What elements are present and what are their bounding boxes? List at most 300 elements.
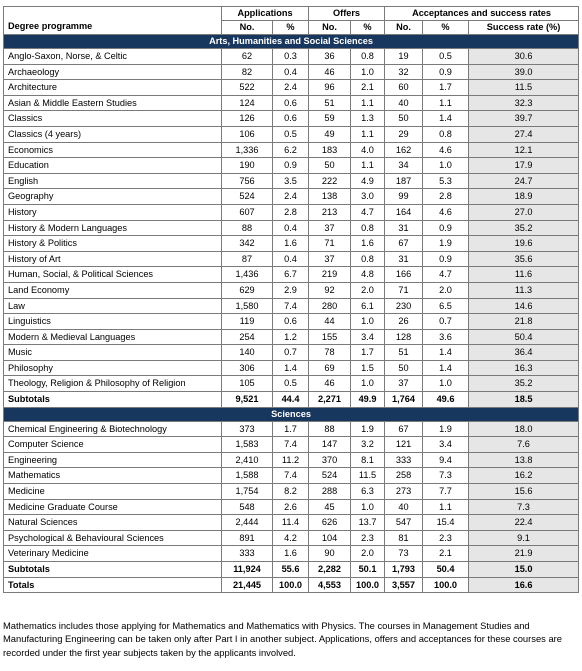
offers-no-cell: 49 <box>309 126 351 142</box>
applications-no-cell: 105 <box>222 376 273 392</box>
applications-pct-cell: 0.3 <box>273 49 309 65</box>
applications-pct-cell: 6.7 <box>273 267 309 283</box>
table-row <box>4 251 579 267</box>
acceptances-pct-cell: 1.7 <box>423 80 469 96</box>
acceptances-pct-cell: 4.6 <box>423 142 469 158</box>
acceptances-pct-cell: 1.4 <box>423 360 469 376</box>
table-row <box>4 546 579 562</box>
offers-header: Offers <box>309 7 385 21</box>
applications-pct-cell: 0.4 <box>273 220 309 236</box>
degree-name-cell: Music <box>4 345 222 361</box>
degree-name-cell: Economics <box>4 142 222 158</box>
success-rate-cell: 17.9 <box>469 158 579 174</box>
table-row <box>4 329 579 345</box>
acceptances-no-cell: 162 <box>385 142 423 158</box>
degree-name-cell: Chemical Engineering & Biotechnology <box>4 421 222 437</box>
applications-no-cell: 333 <box>222 546 273 562</box>
offers-pct-cell: 4.7 <box>351 204 385 220</box>
offers-pct-cell: 1.0 <box>351 64 385 80</box>
success-rate-cell: 16.3 <box>469 360 579 376</box>
applications-pct-cell: 0.5 <box>273 376 309 392</box>
table-row <box>4 267 579 283</box>
acceptances-no-cell: 37 <box>385 376 423 392</box>
acceptances-pct-cell: 6.5 <box>423 298 469 314</box>
success-rate-header: Success rate (%) <box>469 21 579 35</box>
acceptances-pct-cell: 50.4 <box>423 562 469 578</box>
acceptances-no-cell: 547 <box>385 515 423 531</box>
acceptances-no-cell: 73 <box>385 546 423 562</box>
applications-no-cell: 629 <box>222 282 273 298</box>
applications-no-cell: 62 <box>222 49 273 65</box>
offers-no-cell: 45 <box>309 499 351 515</box>
table-row <box>4 484 579 500</box>
applications-pct-cell: 8.2 <box>273 484 309 500</box>
offers-pct-cell: 2.1 <box>351 80 385 96</box>
offers-no-cell: 88 <box>309 421 351 437</box>
offers-pct-cell: 100.0 <box>351 577 385 593</box>
applications-pct-cell: 2.6 <box>273 499 309 515</box>
degree-name-cell: Human, Social, & Political Sciences <box>4 267 222 283</box>
offers-pct-cell: 1.1 <box>351 95 385 111</box>
acceptances-no-cell: 26 <box>385 314 423 330</box>
applications-no-cell: 522 <box>222 80 273 96</box>
offers-pct-cell: 1.7 <box>351 345 385 361</box>
applications-pct-cell: 7.4 <box>273 298 309 314</box>
offers-no-cell: 288 <box>309 484 351 500</box>
applications-no-cell: 756 <box>222 173 273 189</box>
degree-name-cell: Classics <box>4 111 222 127</box>
acceptances-no-cell: 50 <box>385 360 423 376</box>
success-rate-cell: 18.0 <box>469 421 579 437</box>
offers-pct-cell: 4.8 <box>351 267 385 283</box>
acceptances-no-cell: 71 <box>385 282 423 298</box>
table-row <box>4 298 579 314</box>
success-rate-cell: 11.3 <box>469 282 579 298</box>
table-row <box>4 421 579 437</box>
acceptances-pct-cell: 0.8 <box>423 126 469 142</box>
offers-pct-cell: 1.9 <box>351 421 385 437</box>
offers-no-cell: 71 <box>309 236 351 252</box>
table-row <box>4 64 579 80</box>
success-rate-cell: 7.6 <box>469 437 579 453</box>
applications-no-cell: 140 <box>222 345 273 361</box>
degree-programme-header: Degree programme <box>4 7 222 35</box>
acceptances-no-cell: 1,793 <box>385 562 423 578</box>
offers-no-cell: 46 <box>309 376 351 392</box>
applications-no-cell: 1,336 <box>222 142 273 158</box>
offers-pct-cell: 2.0 <box>351 546 385 562</box>
section-header-row <box>4 407 579 421</box>
table-row <box>4 360 579 376</box>
table-row <box>4 376 579 392</box>
acceptances-pct-cell: 0.5 <box>423 49 469 65</box>
applications-pct-cell: 2.4 <box>273 189 309 205</box>
offers-no-cell: 90 <box>309 546 351 562</box>
acceptances-pct-cell: 1.0 <box>423 376 469 392</box>
acceptances-pct-cell: 2.8 <box>423 189 469 205</box>
degree-name-cell: Geography <box>4 189 222 205</box>
subtotal-row <box>4 562 579 578</box>
applications-pct-cell: 1.7 <box>273 421 309 437</box>
acceptances-no-cell: 128 <box>385 329 423 345</box>
offers-no-cell: 213 <box>309 204 351 220</box>
offers-no-cell: 46 <box>309 64 351 80</box>
degree-name-cell: Law <box>4 298 222 314</box>
success-rate-cell: 14.6 <box>469 298 579 314</box>
degree-name-cell: Modern & Medieval Languages <box>4 329 222 345</box>
admissions-table <box>3 6 579 593</box>
acceptances-pct-cell: 1.1 <box>423 499 469 515</box>
table-row <box>4 345 579 361</box>
degree-name-cell: Architecture <box>4 80 222 96</box>
offers-no-cell: 222 <box>309 173 351 189</box>
success-rate-cell: 9.1 <box>469 530 579 546</box>
degree-name-cell: Theology, Religion & Philosophy of Religion <box>4 376 222 392</box>
acceptances-no-cell: 3,557 <box>385 577 423 593</box>
acceptances-no-cell: 34 <box>385 158 423 174</box>
degree-name-cell: Subtotals <box>4 562 222 578</box>
applications-header: Applications <box>222 7 309 21</box>
applications-pct-cell: 0.6 <box>273 95 309 111</box>
acceptances-pct-cell: 49.6 <box>423 392 469 408</box>
applications-pct-cell: 6.2 <box>273 142 309 158</box>
table-row <box>4 49 579 65</box>
degree-name-cell: Asian & Middle Eastern Studies <box>4 95 222 111</box>
applications-no-cell: 88 <box>222 220 273 236</box>
offers-no-header: No. <box>309 21 351 35</box>
acceptances-pct-cell: 1.1 <box>423 95 469 111</box>
acceptances-no-cell: 19 <box>385 49 423 65</box>
acceptances-pct-cell: 2.3 <box>423 530 469 546</box>
table-row <box>4 80 579 96</box>
success-rate-cell: 50.4 <box>469 329 579 345</box>
offers-no-cell: 44 <box>309 314 351 330</box>
offers-no-cell: 2,282 <box>309 562 351 578</box>
acceptances-no-header: No. <box>385 21 423 35</box>
applications-no-header: No. <box>222 21 273 35</box>
offers-no-cell: 37 <box>309 251 351 267</box>
acceptances-no-cell: 67 <box>385 421 423 437</box>
applications-no-cell: 1,754 <box>222 484 273 500</box>
offers-pct-cell: 3.4 <box>351 329 385 345</box>
section-header-row <box>4 35 579 49</box>
acceptances-no-cell: 40 <box>385 95 423 111</box>
degree-name-cell: Psychological & Behavioural Sciences <box>4 530 222 546</box>
acceptances-pct-cell: 7.7 <box>423 484 469 500</box>
applications-pct-cell: 0.5 <box>273 126 309 142</box>
offers-pct-cell: 1.5 <box>351 360 385 376</box>
degree-name-cell: Mathematics <box>4 468 222 484</box>
offers-pct-cell: 49.9 <box>351 392 385 408</box>
applications-no-cell: 2,444 <box>222 515 273 531</box>
acceptances-no-cell: 51 <box>385 345 423 361</box>
footnote-text: Mathematics includes those applying for Mathematics and Mathematics with Physics. The courses in Management Studies and Manufacturing Engineering can be taken only after Part I in another subject. Applications, offers and acceptances for these courses are recorded under the first year subjects taken by the applicants involved. <box>3 620 563 658</box>
acceptances-pct-cell: 0.9 <box>423 251 469 267</box>
applications-no-cell: 1,436 <box>222 267 273 283</box>
table-row <box>4 314 579 330</box>
success-rate-cell: 24.7 <box>469 173 579 189</box>
applications-no-cell: 87 <box>222 251 273 267</box>
offers-pct-cell: 1.0 <box>351 376 385 392</box>
acceptances-pct-cell: 0.9 <box>423 220 469 236</box>
acceptances-no-cell: 258 <box>385 468 423 484</box>
degree-name-cell: Medicine <box>4 484 222 500</box>
acceptances-pct-cell: 3.4 <box>423 437 469 453</box>
degree-name-cell: Computer Science <box>4 437 222 453</box>
success-rate-cell: 12.1 <box>469 142 579 158</box>
offers-no-cell: 92 <box>309 282 351 298</box>
table-row <box>4 204 579 220</box>
table-row <box>4 515 579 531</box>
table-header <box>4 7 579 35</box>
acceptances-no-cell: 29 <box>385 126 423 142</box>
applications-pct-cell: 1.4 <box>273 360 309 376</box>
offers-no-cell: 219 <box>309 267 351 283</box>
offers-pct-cell: 1.1 <box>351 126 385 142</box>
applications-no-cell: 2,410 <box>222 452 273 468</box>
applications-no-cell: 106 <box>222 126 273 142</box>
applications-pct-cell: 2.4 <box>273 80 309 96</box>
offers-pct-cell: 1.0 <box>351 499 385 515</box>
acceptances-header: Acceptances and success rates <box>385 7 579 21</box>
acceptances-no-cell: 99 <box>385 189 423 205</box>
degree-name-cell: Archaeology <box>4 64 222 80</box>
acceptances-no-cell: 166 <box>385 267 423 283</box>
degree-name-cell: Linguistics <box>4 314 222 330</box>
table-row <box>4 189 579 205</box>
applications-no-cell: 119 <box>222 314 273 330</box>
offers-pct-cell: 0.8 <box>351 251 385 267</box>
success-rate-cell: 16.6 <box>469 577 579 593</box>
acceptances-pct-cell: 100.0 <box>423 577 469 593</box>
offers-no-cell: 155 <box>309 329 351 345</box>
acceptances-pct-cell: 2.0 <box>423 282 469 298</box>
offers-no-cell: 370 <box>309 452 351 468</box>
applications-no-cell: 9,521 <box>222 392 273 408</box>
applications-pct-cell: 0.9 <box>273 158 309 174</box>
table-row <box>4 95 579 111</box>
acceptances-no-cell: 273 <box>385 484 423 500</box>
acceptances-pct-cell: 15.4 <box>423 515 469 531</box>
success-rate-cell: 39.7 <box>469 111 579 127</box>
offers-no-cell: 4,553 <box>309 577 351 593</box>
applications-pct-cell: 2.9 <box>273 282 309 298</box>
offers-pct-cell: 2.0 <box>351 282 385 298</box>
offers-no-cell: 2,271 <box>309 392 351 408</box>
degree-name-cell: Classics (4 years) <box>4 126 222 142</box>
degree-name-cell: Subtotals <box>4 392 222 408</box>
acceptances-no-cell: 1,764 <box>385 392 423 408</box>
offers-pct-cell: 50.1 <box>351 562 385 578</box>
table-row <box>4 173 579 189</box>
applications-pct-cell: 11.4 <box>273 515 309 531</box>
success-rate-cell: 35.2 <box>469 376 579 392</box>
success-rate-cell: 30.6 <box>469 49 579 65</box>
applications-pct-cell: 0.7 <box>273 345 309 361</box>
acceptances-no-cell: 121 <box>385 437 423 453</box>
applications-no-cell: 607 <box>222 204 273 220</box>
offers-pct-cell: 2.3 <box>351 530 385 546</box>
applications-pct-cell: 4.2 <box>273 530 309 546</box>
applications-pct-cell: 0.4 <box>273 64 309 80</box>
acceptances-no-cell: 333 <box>385 452 423 468</box>
degree-name-cell: English <box>4 173 222 189</box>
success-rate-cell: 22.4 <box>469 515 579 531</box>
offers-no-cell: 280 <box>309 298 351 314</box>
acceptances-pct-cell: 1.4 <box>423 111 469 127</box>
success-rate-cell: 36.4 <box>469 345 579 361</box>
offers-no-cell: 36 <box>309 49 351 65</box>
degree-name-cell: Engineering <box>4 452 222 468</box>
offers-no-cell: 96 <box>309 80 351 96</box>
acceptances-pct-cell: 2.1 <box>423 546 469 562</box>
degree-name-cell: History <box>4 204 222 220</box>
success-rate-cell: 15.6 <box>469 484 579 500</box>
applications-no-cell: 1,583 <box>222 437 273 453</box>
applications-no-cell: 11,924 <box>222 562 273 578</box>
applications-no-cell: 124 <box>222 95 273 111</box>
degree-name-cell: Totals <box>4 577 222 593</box>
acceptances-pct-header: % <box>423 21 469 35</box>
degree-name-cell: Education <box>4 158 222 174</box>
offers-no-cell: 37 <box>309 220 351 236</box>
applications-no-cell: 1,580 <box>222 298 273 314</box>
offers-no-cell: 59 <box>309 111 351 127</box>
success-rate-cell: 18.9 <box>469 189 579 205</box>
applications-pct-cell: 2.8 <box>273 204 309 220</box>
degree-name-cell: Natural Sciences <box>4 515 222 531</box>
table-row <box>4 236 579 252</box>
applications-pct-cell: 11.2 <box>273 452 309 468</box>
offers-no-cell: 183 <box>309 142 351 158</box>
acceptances-pct-cell: 0.7 <box>423 314 469 330</box>
acceptances-no-cell: 164 <box>385 204 423 220</box>
degree-name-cell: Anglo-Saxon, Norse, & Celtic <box>4 49 222 65</box>
subtotal-row <box>4 392 579 408</box>
acceptances-no-cell: 187 <box>385 173 423 189</box>
offers-pct-cell: 13.7 <box>351 515 385 531</box>
success-rate-cell: 21.9 <box>469 546 579 562</box>
offers-pct-cell: 8.1 <box>351 452 385 468</box>
applications-pct-cell: 1.6 <box>273 236 309 252</box>
acceptances-pct-cell: 5.3 <box>423 173 469 189</box>
acceptances-pct-cell: 4.6 <box>423 204 469 220</box>
table-row <box>4 126 579 142</box>
applications-pct-cell: 0.6 <box>273 314 309 330</box>
degree-name-cell: History & Modern Languages <box>4 220 222 236</box>
acceptances-pct-cell: 0.9 <box>423 64 469 80</box>
success-rate-cell: 7.3 <box>469 499 579 515</box>
offers-pct-cell: 3.0 <box>351 189 385 205</box>
applications-no-cell: 524 <box>222 189 273 205</box>
section-title: Sciences <box>4 407 579 421</box>
applications-pct-cell: 55.6 <box>273 562 309 578</box>
success-rate-cell: 19.6 <box>469 236 579 252</box>
success-rate-cell: 27.4 <box>469 126 579 142</box>
applications-pct-cell: 3.5 <box>273 173 309 189</box>
acceptances-no-cell: 31 <box>385 251 423 267</box>
acceptances-no-cell: 32 <box>385 64 423 80</box>
success-rate-cell: 39.0 <box>469 64 579 80</box>
offers-no-cell: 138 <box>309 189 351 205</box>
acceptances-no-cell: 67 <box>385 236 423 252</box>
acceptances-pct-cell: 7.3 <box>423 468 469 484</box>
offers-pct-cell: 6.3 <box>351 484 385 500</box>
acceptances-pct-cell: 1.9 <box>423 236 469 252</box>
table-row <box>4 142 579 158</box>
offers-no-cell: 524 <box>309 468 351 484</box>
offers-no-cell: 78 <box>309 345 351 361</box>
acceptances-no-cell: 50 <box>385 111 423 127</box>
applications-no-cell: 82 <box>222 64 273 80</box>
acceptances-pct-cell: 1.9 <box>423 421 469 437</box>
success-rate-cell: 35.2 <box>469 220 579 236</box>
applications-pct-cell: 0.4 <box>273 251 309 267</box>
degree-name-cell: Veterinary Medicine <box>4 546 222 562</box>
applications-no-cell: 126 <box>222 111 273 127</box>
footnote <box>3 619 578 659</box>
table-row <box>4 220 579 236</box>
offers-pct-cell: 0.8 <box>351 49 385 65</box>
applications-no-cell: 373 <box>222 421 273 437</box>
offers-pct-cell: 0.8 <box>351 220 385 236</box>
offers-no-cell: 626 <box>309 515 351 531</box>
degree-name-cell: Land Economy <box>4 282 222 298</box>
table-row <box>4 111 579 127</box>
table-row <box>4 530 579 546</box>
success-rate-cell: 13.8 <box>469 452 579 468</box>
table-row <box>4 499 579 515</box>
table-row <box>4 437 579 453</box>
degree-name-cell: Medicine Graduate Course <box>4 499 222 515</box>
offers-no-cell: 50 <box>309 158 351 174</box>
offers-pct-cell: 1.3 <box>351 111 385 127</box>
success-rate-cell: 21.8 <box>469 314 579 330</box>
success-rate-cell: 32.3 <box>469 95 579 111</box>
table-row <box>4 452 579 468</box>
admissions-table-container <box>3 6 578 593</box>
acceptances-pct-cell: 4.7 <box>423 267 469 283</box>
applications-pct-cell: 0.6 <box>273 111 309 127</box>
success-rate-cell: 16.2 <box>469 468 579 484</box>
acceptances-no-cell: 60 <box>385 80 423 96</box>
acceptances-pct-cell: 1.4 <box>423 345 469 361</box>
applications-pct-cell: 44.4 <box>273 392 309 408</box>
success-rate-cell: 27.0 <box>469 204 579 220</box>
success-rate-cell: 18.5 <box>469 392 579 408</box>
applications-pct-header: % <box>273 21 309 35</box>
applications-no-cell: 891 <box>222 530 273 546</box>
offers-pct-cell: 6.1 <box>351 298 385 314</box>
acceptances-no-cell: 230 <box>385 298 423 314</box>
section-title: Arts, Humanities and Social Sciences <box>4 35 579 49</box>
offers-pct-cell: 3.2 <box>351 437 385 453</box>
applications-pct-cell: 1.2 <box>273 329 309 345</box>
applications-no-cell: 306 <box>222 360 273 376</box>
table-row <box>4 282 579 298</box>
offers-pct-cell: 1.0 <box>351 314 385 330</box>
applications-pct-cell: 7.4 <box>273 468 309 484</box>
applications-pct-cell: 1.6 <box>273 546 309 562</box>
offers-pct-cell: 1.6 <box>351 236 385 252</box>
offers-pct-header: % <box>351 21 385 35</box>
offers-no-cell: 104 <box>309 530 351 546</box>
applications-no-cell: 21,445 <box>222 577 273 593</box>
offers-no-cell: 51 <box>309 95 351 111</box>
offers-pct-cell: 4.0 <box>351 142 385 158</box>
applications-pct-cell: 100.0 <box>273 577 309 593</box>
acceptances-pct-cell: 1.0 <box>423 158 469 174</box>
